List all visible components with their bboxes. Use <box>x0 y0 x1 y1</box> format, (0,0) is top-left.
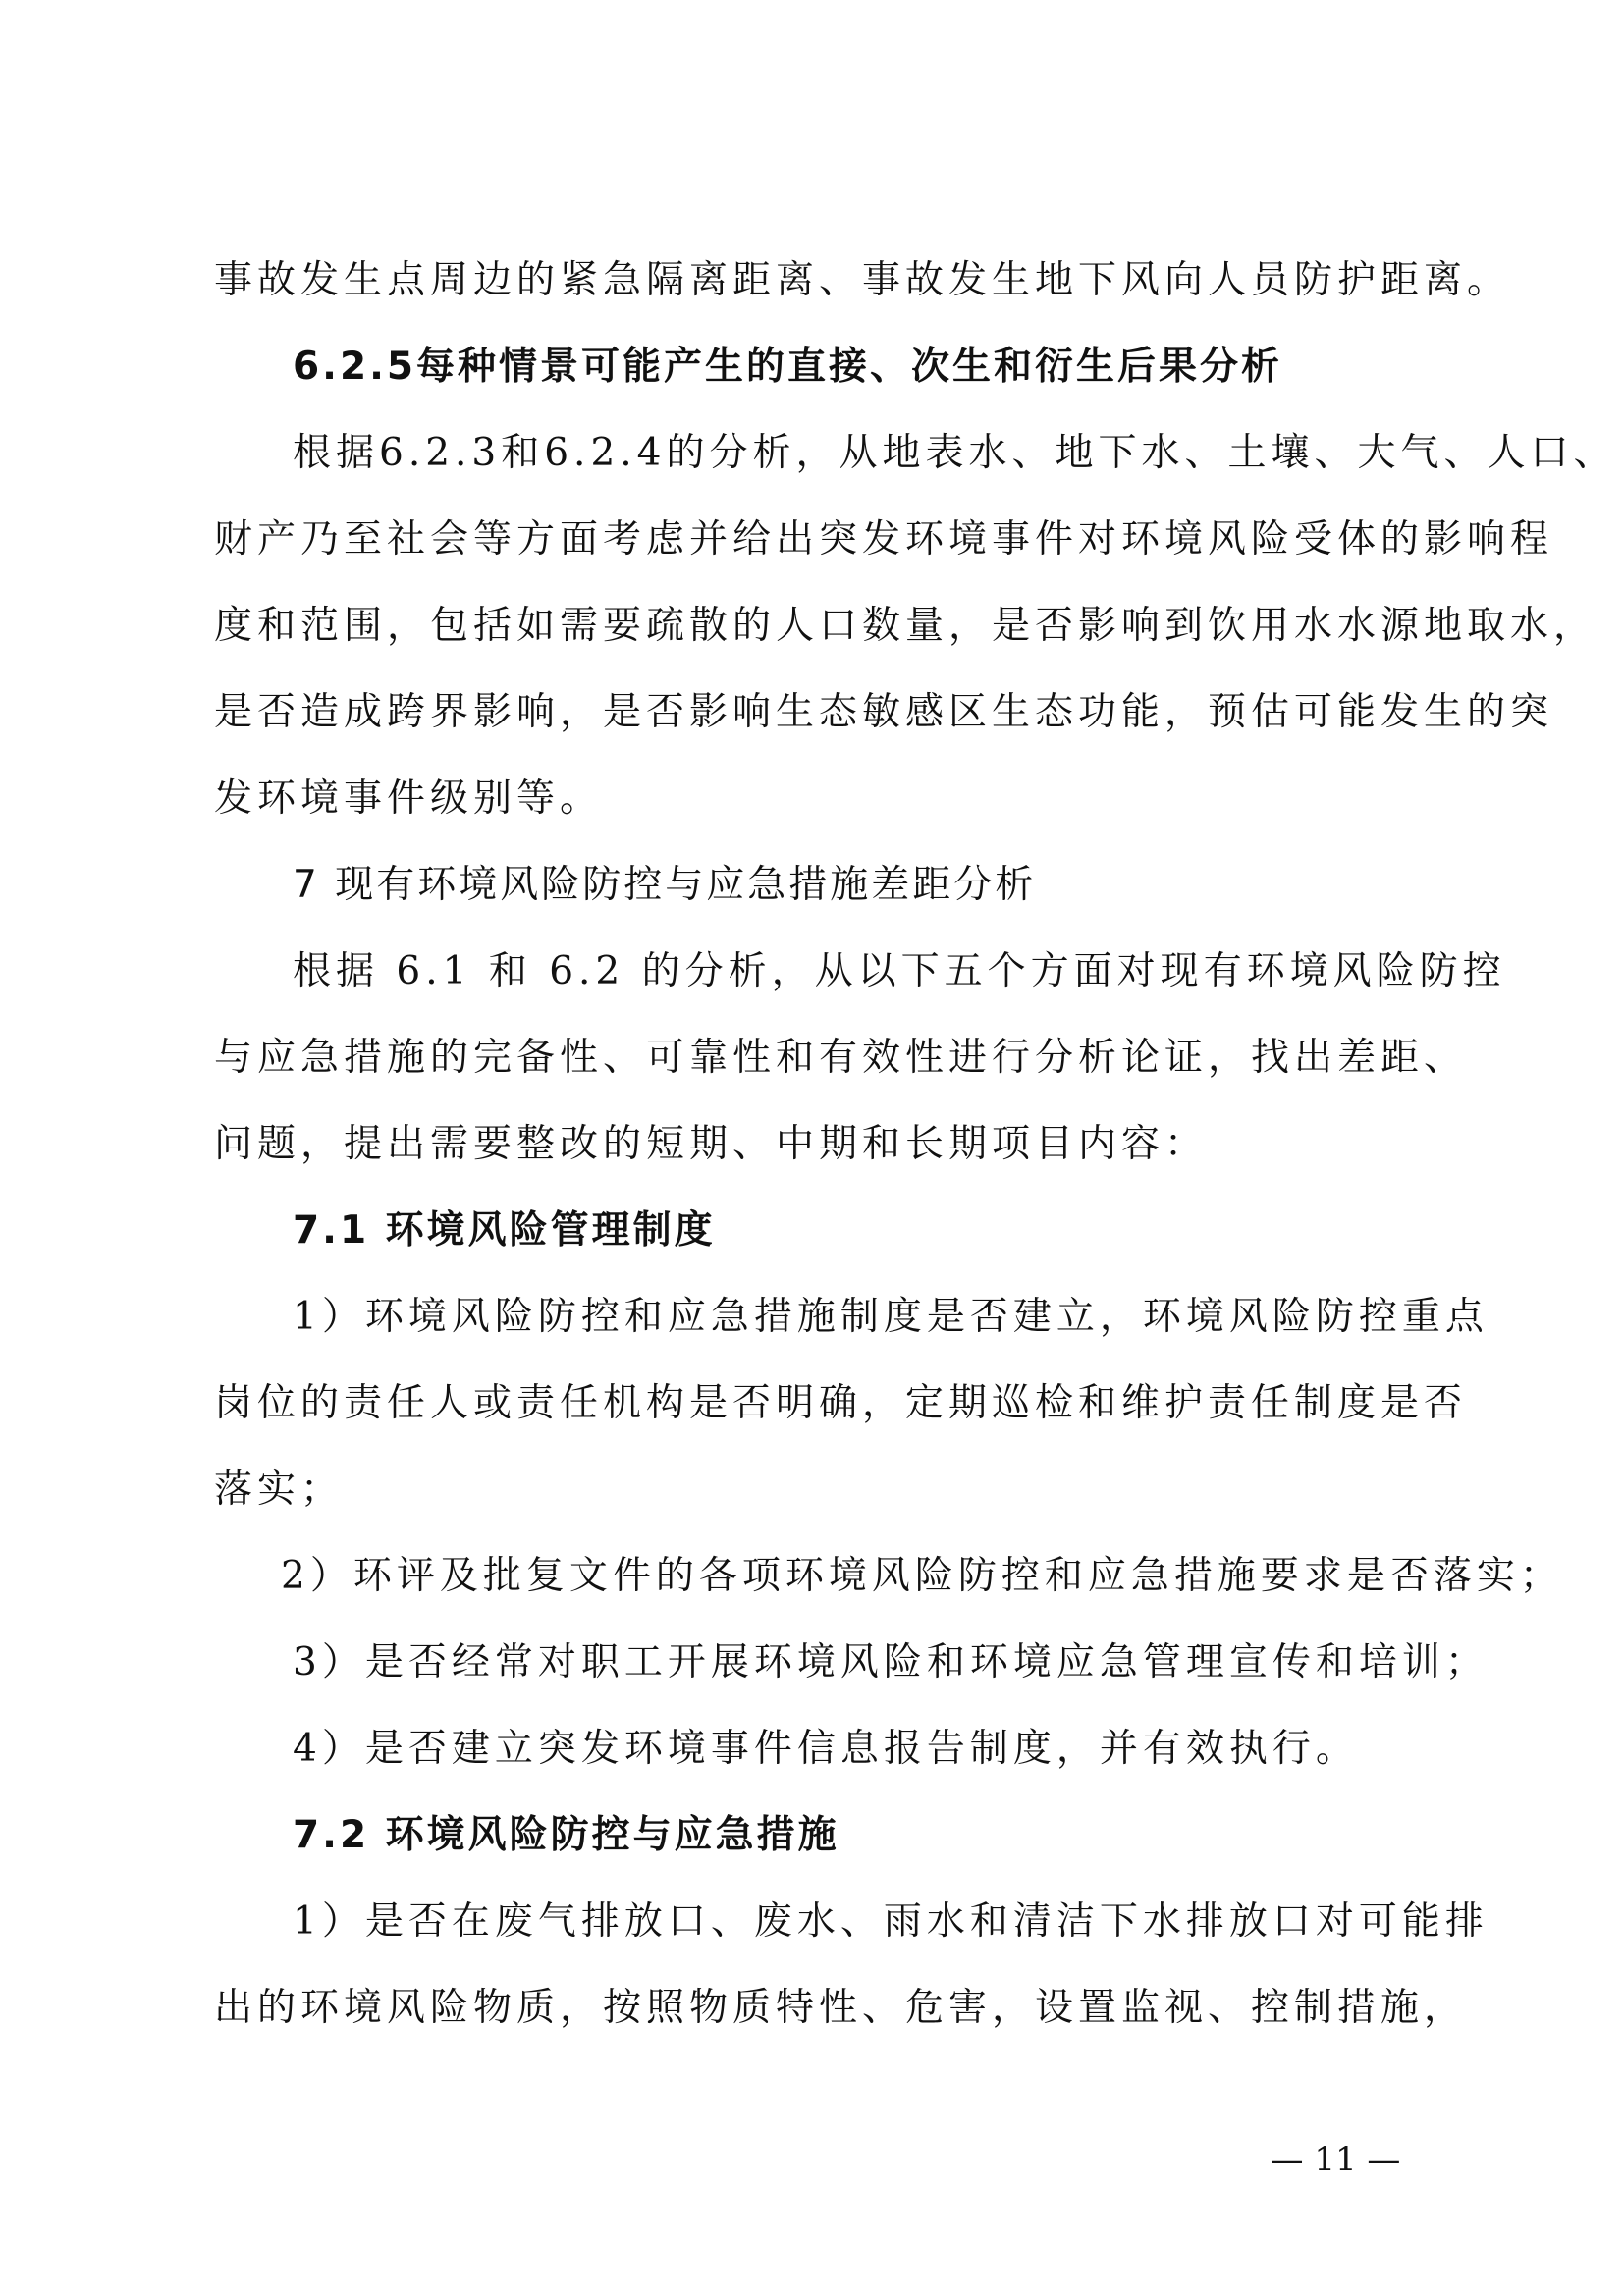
page-number: — 11 — <box>1270 2140 1401 2179</box>
list-item-text: 1）环境风险防控和应急措施制度是否建立，环境风险防控重点 <box>293 1295 1489 1339</box>
section-heading-6-2-5: 6.2.5每种情景可能产生的直接、次生和衍生后果分析 <box>293 345 1283 389</box>
body-text-line: 是否造成跨界影响，是否影响生态敏感区生态功能，预估可能发生的突 <box>214 690 1554 734</box>
section-heading-7: 7 现有环境风险防控与应急措施差距分析 <box>293 863 1037 907</box>
list-item-text: 3）是否经常对职工开展环境风险和环境应急管理宣传和培训； <box>293 1640 1489 1684</box>
body-text-line: 根据6.2.3和6.2.4的分析，从地表水、地下水、土壤、大气、人口、 <box>293 431 1617 475</box>
list-item-text: 4）是否建立突发环境事件信息报告制度，并有效执行。 <box>293 1727 1359 1771</box>
body-text-line: 财产乃至社会等方面考虑并给出突发环境事件对环境风险受体的影响程 <box>214 517 1554 561</box>
list-item-text: 岗位的责任人或责任机构是否明确，定期巡检和维护责任制度是否 <box>214 1381 1468 1425</box>
body-text-line: 问题，提出需要整改的短期、中期和长期项目内容： <box>214 1122 1209 1166</box>
list-item-text: 1）是否在废气排放口、废水、雨水和清洁下水排放口对可能排 <box>293 1899 1489 1944</box>
body-text-line: 根据 6.1 和 6.2 的分析，从以下五个方面对现有环境风险防控 <box>293 949 1506 993</box>
section-heading-7-2: 7.2 环境风险防控与应急措施 <box>293 1813 839 1857</box>
list-item-text: 2）环评及批复文件的各项环境风险防控和应急措施要求是否落实； <box>281 1554 1563 1598</box>
body-text-line: 发环境事件级别等。 <box>214 776 604 821</box>
body-text-line: 事故发生点周边的紧急隔离距离、事故发生地下风向人员防护距离。 <box>214 258 1511 302</box>
section-heading-7-1: 7.1 环境风险管理制度 <box>293 1208 716 1253</box>
list-item-text: 落实； <box>214 1468 345 1512</box>
list-item-text: 出的环境风险物质，按照物质特性、危害，设置监视、控制措施， <box>214 1986 1468 2030</box>
body-text-line: 度和范围，包括如需要疏散的人口数量，是否影响到饮用水水源地取水， <box>214 604 1597 648</box>
body-text-line: 与应急措施的完备性、可靠性和有效性进行分析论证，找出差距、 <box>214 1036 1468 1080</box>
